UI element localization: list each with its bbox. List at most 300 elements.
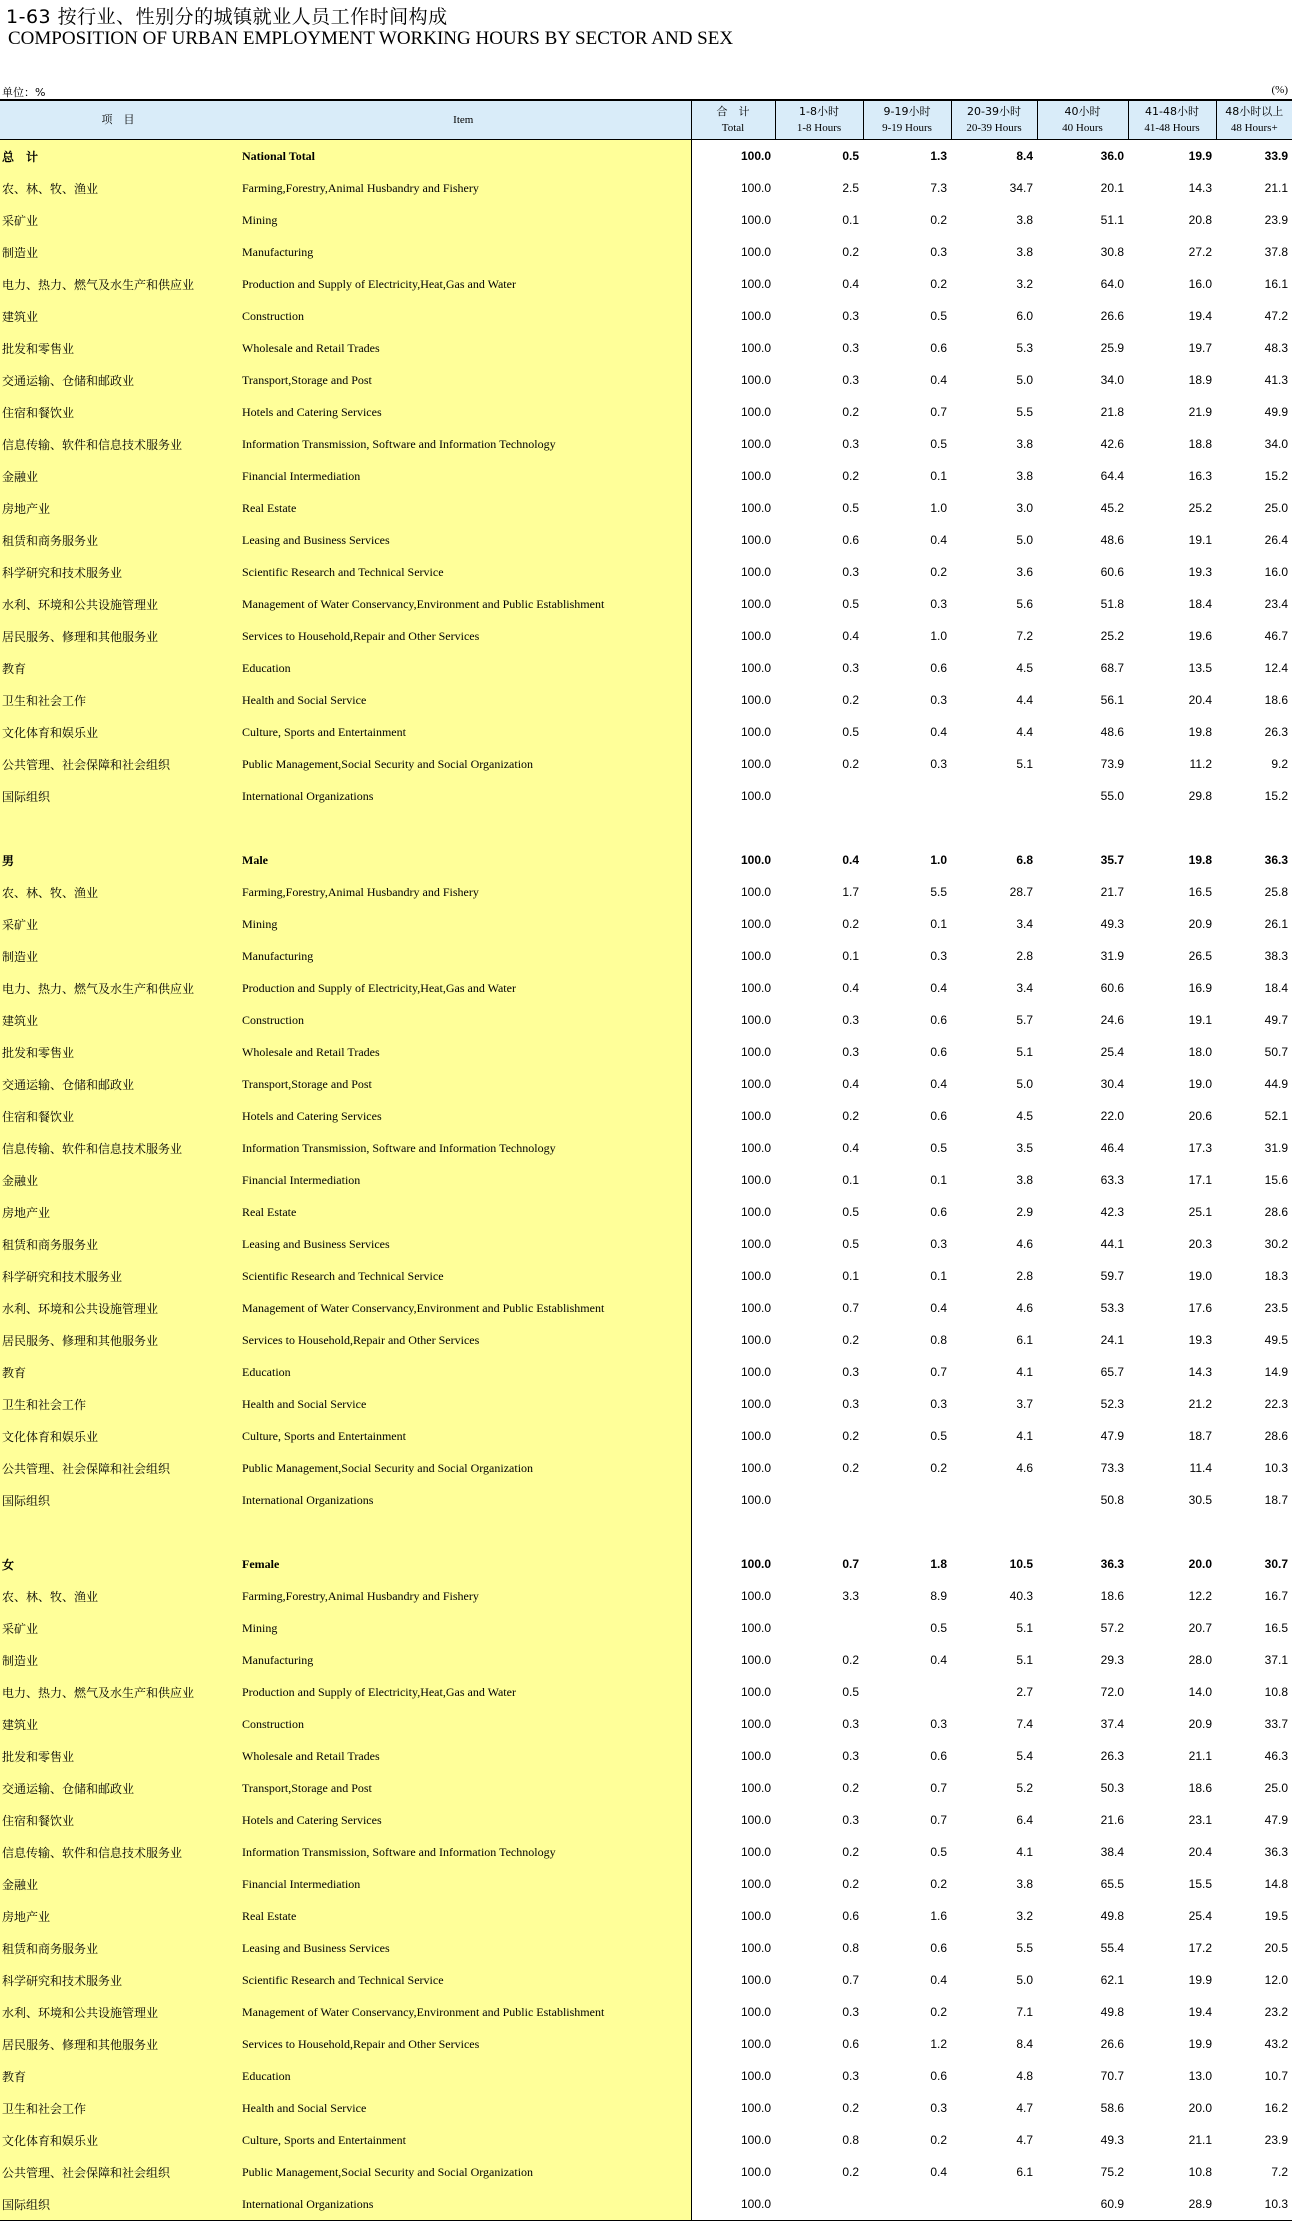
table-row [0, 1484, 1292, 1516]
header-20-39-hours: 20-39小时 20-39 Hours [951, 100, 1037, 140]
table-row [0, 1324, 1292, 1356]
cell-1-8-hours: 0.2 [842, 1461, 859, 1475]
cell-9-19-hours: 0.4 [930, 1301, 947, 1315]
table-row [0, 1900, 1292, 1932]
cell-20-39-hours: 7.2 [1016, 629, 1033, 643]
cell-9-19-hours: 0.1 [930, 1269, 947, 1283]
row-label-cn: 卫生和社会工作 [0, 1388, 236, 1420]
row-label-en: Education [236, 2060, 691, 2092]
cell-total: 100.0 [691, 2188, 775, 2221]
row-label-cn: 电力、热力、燃气及水生产和供应业 [0, 268, 236, 300]
cell-20-39-hours: 2.8 [1016, 1269, 1033, 1283]
row-label-en: Education [236, 652, 691, 684]
cell-total: 100.0 [740, 501, 771, 515]
row-label-en: Management of Water Conservancy,Environment and Public Establishment [236, 1996, 691, 2028]
cell-total: 100.0 [740, 1557, 771, 1571]
cell-9-19-hours: 0.4 [930, 533, 947, 547]
cell-total: 100.0 [740, 1333, 771, 1347]
cell-48-plus-hours: 10.8 [1264, 1685, 1288, 1699]
cell-41-48-hours: 13.5 [1188, 661, 1212, 675]
cell-48-plus-hours: 50.7 [1264, 1045, 1288, 1059]
cell-40-hours: 51.1 [1100, 213, 1124, 227]
row-label-en: International Organizations [236, 1484, 691, 1516]
cell-9-19-hours: 0.3 [930, 2101, 947, 2115]
cell-total: 100.0 [740, 693, 771, 707]
cell-48-plus-hours: 36.3 [1264, 853, 1288, 867]
table-row [0, 652, 1292, 684]
cell-40-hours: 65.7 [1100, 1365, 1124, 1379]
cell-9-19-hours: 0.4 [930, 725, 947, 739]
cell-1-8-hours: 0.2 [842, 405, 859, 419]
table-row [0, 1676, 1292, 1708]
row-label-en: Information Transmission, Software and Information Technology [236, 428, 691, 460]
cell-9-19-hours: 0.6 [930, 2069, 947, 2083]
section-total-row [0, 140, 1292, 173]
cell-41-48-hours: 20.0 [1188, 2101, 1212, 2115]
header-40-hours: 40小时 40 Hours [1037, 100, 1128, 140]
cell-48-plus-hours: 16.1 [1264, 277, 1288, 291]
page-title-english: COMPOSITION OF URBAN EMPLOYMENT WORKING HOURS BY SECTOR AND SEX [8, 28, 734, 49]
cell-total: 100.0 [740, 341, 771, 355]
table-row [0, 684, 1292, 716]
cell-9-19-hours: 0.2 [930, 565, 947, 579]
table-row [0, 1100, 1292, 1132]
cell-40-hours: 47.9 [1100, 1429, 1124, 1443]
table-row [0, 1420, 1292, 1452]
header-total: 合 计 Total [691, 100, 775, 140]
row-label-cn: 采矿业 [0, 908, 236, 940]
spacer-cell [951, 1516, 1037, 1548]
cell-9-19-hours: 8.9 [930, 1589, 947, 1603]
cell-total: 100.0 [740, 2037, 771, 2051]
cell-48-plus-hours: 38.3 [1264, 949, 1288, 963]
cell-1-8-hours: 0.5 [842, 501, 859, 515]
row-label-cn: 文化体育和娱乐业 [0, 716, 236, 748]
cell-41-48-hours: 19.9 [1188, 2037, 1212, 2051]
cell-1-8-hours: 0.6 [842, 1909, 859, 1923]
cell-41-48-hours: 19.1 [1188, 1013, 1212, 1027]
cell-40-hours: 53.3 [1100, 1301, 1124, 1315]
spacer-cell [863, 1516, 951, 1548]
cell-1-8-hours: 1.7 [842, 885, 859, 899]
row-label-en: Financial Intermediation [236, 1164, 691, 1196]
cell-40-hours: 70.7 [1100, 2069, 1124, 2083]
table-row [0, 172, 1292, 204]
cell-9-19-hours: 0.2 [930, 2005, 947, 2019]
table-row [0, 332, 1292, 364]
row-label-cn: 国际组织 [0, 2188, 236, 2221]
row-label-en: Services to Household,Repair and Other Services [236, 1324, 691, 1356]
cell-1-8-hours: 0.1 [842, 1269, 859, 1283]
cell-48-plus-hours: 12.4 [1264, 661, 1288, 675]
unit-label-percent: (%) [1271, 84, 1288, 96]
table-row [0, 1068, 1292, 1100]
cell-41-48-hours: 20.9 [1188, 917, 1212, 931]
row-label-en: Public Management,Social Security and Social Organization [236, 1452, 691, 1484]
row-label-cn: 制造业 [0, 236, 236, 268]
cell-20-39-hours: 5.2 [1016, 1781, 1033, 1795]
table-row [0, 364, 1292, 396]
cell-total: 100.0 [740, 1589, 771, 1603]
row-label-en: International Organizations [236, 780, 691, 812]
cell-40-hours: 62.1 [1100, 1973, 1124, 1987]
cell-9-19-hours: 1.6 [930, 1909, 947, 1923]
cell-20-39-hours: 4.6 [1016, 1301, 1033, 1315]
cell-total: 100.0 [740, 1173, 771, 1187]
row-label-cn: 水利、环境和公共设施管理业 [0, 1292, 236, 1324]
cell-9-19-hours: 0.4 [930, 1973, 947, 1987]
cell-41-48-hours: 21.2 [1188, 1397, 1212, 1411]
cell-40-hours: 30.8 [1100, 245, 1124, 259]
cell-20-39-hours: 4.8 [1016, 2069, 1033, 2083]
cell-1-8-hours: 0.3 [842, 373, 859, 387]
cell-41-48-hours: 19.1 [1188, 533, 1212, 547]
cell-40-hours: 21.8 [1100, 405, 1124, 419]
row-label-cn: 住宿和餐饮业 [0, 396, 236, 428]
cell-9-19-hours: 0.4 [930, 373, 947, 387]
row-label-en: National Total [236, 140, 691, 173]
row-label-cn: 交通运输、仓储和邮政业 [0, 1068, 236, 1100]
cell-9-19-hours: 0.4 [930, 2165, 947, 2179]
cell-1-8-hours: 0.3 [842, 1813, 859, 1827]
cell-9-19-hours: 0.3 [930, 693, 947, 707]
cell-20-39-hours: 3.2 [1016, 277, 1033, 291]
cell-41-48-hours: 26.5 [1188, 949, 1212, 963]
cell-20-39-hours: 3.7 [1016, 1397, 1033, 1411]
table-row [0, 876, 1292, 908]
cell-20-39-hours: 7.4 [1016, 1717, 1033, 1731]
row-label-en: Culture, Sports and Entertainment [236, 2124, 691, 2156]
cell-41-48-hours: 19.9 [1188, 149, 1212, 163]
cell-1-8-hours: 0.5 [842, 149, 859, 163]
row-label-en: Management of Water Conservancy,Environment and Public Establishment [236, 588, 691, 620]
row-label-cn: 批发和零售业 [0, 332, 236, 364]
cell-20-39-hours: 5.6 [1016, 597, 1033, 611]
row-label-cn: 制造业 [0, 1644, 236, 1676]
row-label-cn: 卫生和社会工作 [0, 2092, 236, 2124]
row-label-cn: 住宿和餐饮业 [0, 1100, 236, 1132]
cell-20-39-hours: 5.0 [1016, 373, 1033, 387]
cell-40-hours: 56.1 [1100, 693, 1124, 707]
cell-48-plus-hours: 47.2 [1264, 309, 1288, 323]
cell-40-hours: 21.6 [1100, 1813, 1124, 1827]
cell-total: 100.0 [740, 2101, 771, 2115]
table-row [0, 1036, 1292, 1068]
cell-20-39-hours: 10.5 [1009, 1557, 1033, 1571]
table-row [0, 1644, 1292, 1676]
row-label-en: Public Management,Social Security and Social Organization [236, 2156, 691, 2188]
table-row [0, 748, 1292, 780]
cell-48-plus-hours: 46.3 [1264, 1749, 1288, 1763]
row-label-en: Female [236, 1548, 691, 1580]
cell-total: 100.0 [740, 1973, 771, 1987]
cell-1-8-hours: 0.2 [842, 1781, 859, 1795]
spacer-cell [691, 1516, 775, 1548]
cell-41-48-hours: 17.3 [1188, 1141, 1212, 1155]
table-row [0, 1260, 1292, 1292]
cell-9-19-hours: 0.5 [930, 1621, 947, 1635]
cell-total: 100.0 [740, 885, 771, 899]
cell-total: 100.0 [740, 917, 771, 931]
row-label-cn: 教育 [0, 652, 236, 684]
row-label-cn: 女 [0, 1548, 236, 1580]
cell-41-48-hours: 16.5 [1188, 885, 1212, 899]
cell-1-8-hours: 0.1 [842, 949, 859, 963]
cell-48-plus-hours: 34.0 [1264, 437, 1288, 451]
cell-40-hours: 50.8 [1100, 1493, 1124, 1507]
cell-41-48-hours: 20.4 [1188, 693, 1212, 707]
row-label-cn: 国际组织 [0, 780, 236, 812]
row-label-en: Manufacturing [236, 236, 691, 268]
cell-40-hours: 21.7 [1100, 885, 1124, 899]
table-row [0, 908, 1292, 940]
cell-20-39-hours: 3.8 [1016, 1877, 1033, 1891]
cell-9-19-hours: 0.3 [930, 949, 947, 963]
cell-41-48-hours: 21.1 [1188, 2133, 1212, 2147]
cell-41-48-hours: 20.7 [1188, 1621, 1212, 1635]
cell-total: 100.0 [740, 1237, 771, 1251]
cell-48-plus-hours: 23.9 [1264, 213, 1288, 227]
cell-48-plus-hours: 18.6 [1264, 693, 1288, 707]
cell-9-19-hours: 0.4 [930, 981, 947, 995]
cell-48-plus-hours: 37.8 [1264, 245, 1288, 259]
cell-1-8-hours: 0.7 [842, 1301, 859, 1315]
cell-41-48-hours: 19.6 [1188, 629, 1212, 643]
cell-41-48-hours: 21.1 [1188, 1749, 1212, 1763]
cell-41-48-hours: 17.6 [1188, 1301, 1212, 1315]
cell-48-plus-hours: 25.0 [1264, 1781, 1288, 1795]
spacer-cell [1037, 1516, 1128, 1548]
cell-20-39-hours: 3.4 [1016, 981, 1033, 995]
cell-20-39-hours: 7.1 [1016, 2005, 1033, 2019]
cell-total: 100.0 [740, 981, 771, 995]
cell-total: 100.0 [740, 1845, 771, 1859]
cell-40-hours: 42.3 [1100, 1205, 1124, 1219]
cell-total: 100.0 [740, 373, 771, 387]
cell-20-39-hours: 5.1 [1016, 1045, 1033, 1059]
cell-20-39-hours: 5.1 [1016, 1621, 1033, 1635]
cell-9-19-hours: 0.1 [930, 469, 947, 483]
row-label-en: Construction [236, 1708, 691, 1740]
table-row [0, 396, 1292, 428]
row-label-en: Real Estate [236, 1196, 691, 1228]
cell-40-hours: 75.2 [1100, 2165, 1124, 2179]
cell-total: 100.0 [740, 245, 771, 259]
cell-total: 100.0 [740, 789, 771, 803]
cell-40-hours: 57.2 [1100, 1621, 1124, 1635]
cell-9-19-hours: 0.6 [930, 1749, 947, 1763]
cell-1-8-hours: 0.4 [842, 1141, 859, 1155]
cell-20-39-hours: 5.1 [1016, 1653, 1033, 1667]
row-label-en: Wholesale and Retail Trades [236, 1036, 691, 1068]
cell-20-39-hours: 3.8 [1016, 245, 1033, 259]
row-label-cn: 教育 [0, 1356, 236, 1388]
table-row [0, 940, 1292, 972]
row-label-cn: 水利、环境和公共设施管理业 [0, 1996, 236, 2028]
cell-1-8-hours: 0.4 [842, 629, 859, 643]
spacer-cell [775, 1516, 863, 1548]
section-spacer [0, 1516, 1292, 1548]
cell-1-8-hours: 0.5 [842, 1205, 859, 1219]
cell-9-19-hours [863, 1484, 951, 1516]
cell-1-8-hours: 0.2 [842, 1109, 859, 1123]
cell-1-8-hours [775, 2188, 863, 2221]
row-label-cn: 房地产业 [0, 1196, 236, 1228]
cell-total: 100.0 [740, 1813, 771, 1827]
row-label-cn: 金融业 [0, 1164, 236, 1196]
cell-41-48-hours: 28.9 [1128, 2188, 1216, 2221]
row-label-en: Hotels and Catering Services [236, 1100, 691, 1132]
table-row [0, 1196, 1292, 1228]
row-label-cn: 农、林、牧、渔业 [0, 172, 236, 204]
row-label-cn: 信息传输、软件和信息技术服务业 [0, 428, 236, 460]
cell-41-48-hours: 17.2 [1188, 1941, 1212, 1955]
cell-20-39-hours: 3.8 [1016, 437, 1033, 451]
table-row [0, 716, 1292, 748]
spacer-cell [863, 812, 951, 844]
cell-9-19-hours: 0.7 [930, 1781, 947, 1795]
row-label-en: Farming,Forestry,Animal Husbandry and Fishery [236, 172, 691, 204]
cell-41-48-hours: 23.1 [1188, 1813, 1212, 1827]
row-label-cn: 批发和零售业 [0, 1740, 236, 1772]
cell-total: 100.0 [740, 1781, 771, 1795]
cell-40-hours: 68.7 [1100, 661, 1124, 675]
table-row [0, 1804, 1292, 1836]
row-label-cn: 租赁和商务服务业 [0, 1932, 236, 1964]
cell-41-48-hours: 16.0 [1188, 277, 1212, 291]
cell-total: 100.0 [740, 1077, 771, 1091]
cell-20-39-hours: 3.0 [1016, 501, 1033, 515]
cell-41-48-hours: 30.5 [1188, 1493, 1212, 1507]
cell-48-plus-hours: 49.7 [1264, 1013, 1288, 1027]
cell-48-plus-hours: 9.2 [1271, 757, 1288, 771]
row-label-en: Construction [236, 300, 691, 332]
cell-48-plus-hours: 18.3 [1264, 1269, 1288, 1283]
cell-1-8-hours: 0.2 [842, 469, 859, 483]
cell-9-19-hours: 0.4 [930, 1077, 947, 1091]
cell-20-39-hours: 4.5 [1016, 661, 1033, 675]
cell-1-8-hours: 0.3 [842, 437, 859, 451]
cell-9-19-hours: 0.6 [930, 1013, 947, 1027]
cell-9-19-hours: 0.8 [930, 1333, 947, 1347]
cell-total: 100.0 [740, 853, 771, 867]
table-row [0, 556, 1292, 588]
cell-9-19-hours: 0.1 [930, 1173, 947, 1187]
cell-total: 100.0 [740, 949, 771, 963]
table-row [0, 1932, 1292, 1964]
cell-total: 100.0 [740, 437, 771, 451]
cell-total: 100.0 [740, 1301, 771, 1315]
cell-total: 100.0 [740, 1877, 771, 1891]
cell-40-hours: 49.8 [1100, 1909, 1124, 1923]
cell-9-19-hours: 0.2 [930, 1461, 947, 1475]
table-row [0, 1132, 1292, 1164]
row-label-cn: 男 [0, 844, 236, 876]
cell-40-hours: 31.9 [1100, 949, 1124, 963]
row-label-en: Male [236, 844, 691, 876]
cell-total: 100.0 [740, 2005, 771, 2019]
cell-20-39-hours: 3.8 [1016, 213, 1033, 227]
row-label-cn: 居民服务、修理和其他服务业 [0, 1324, 236, 1356]
cell-20-39-hours: 3.5 [1016, 1141, 1033, 1155]
section-total-row [0, 844, 1292, 876]
cell-41-48-hours: 27.2 [1188, 245, 1212, 259]
cell-1-8-hours: 0.3 [842, 341, 859, 355]
cell-9-19-hours: 0.3 [930, 245, 947, 259]
cell-40-hours: 26.6 [1100, 2037, 1124, 2051]
cell-40-hours: 51.8 [1100, 597, 1124, 611]
cell-total: 100.0 [740, 1909, 771, 1923]
cell-20-39-hours: 2.7 [1016, 1685, 1033, 1699]
cell-total: 100.0 [740, 757, 771, 771]
row-label-cn: 建筑业 [0, 1004, 236, 1036]
cell-1-8-hours: 0.2 [842, 1877, 859, 1891]
cell-9-19-hours: 1.0 [930, 853, 947, 867]
header-41-48-hours: 41-48小时 41-48 Hours [1128, 100, 1216, 140]
row-label-en: Production and Supply of Electricity,Heat,Gas and Water [236, 972, 691, 1004]
cell-9-19-hours: 0.2 [930, 277, 947, 291]
cell-9-19-hours: 0.5 [930, 1141, 947, 1155]
cell-1-8-hours: 0.7 [842, 1973, 859, 1987]
spacer-cell [236, 1516, 691, 1548]
header-item-en: Item [236, 100, 691, 140]
spacer-cell [1128, 812, 1216, 844]
row-label-en: Transport,Storage and Post [236, 1772, 691, 1804]
cell-48-plus-hours: 33.7 [1264, 1717, 1288, 1731]
cell-48-plus-hours: 18.7 [1264, 1493, 1288, 1507]
cell-20-39-hours: 28.7 [1009, 885, 1033, 899]
cell-41-48-hours: 21.9 [1188, 405, 1212, 419]
cell-48-plus-hours: 15.2 [1264, 469, 1288, 483]
cell-20-39-hours: 3.2 [1016, 1909, 1033, 1923]
table-row [0, 428, 1292, 460]
row-label-cn: 租赁和商务服务业 [0, 1228, 236, 1260]
cell-40-hours: 36.0 [1100, 149, 1124, 163]
table-row [0, 1356, 1292, 1388]
row-label-cn: 建筑业 [0, 1708, 236, 1740]
cell-48-plus-hours: 16.0 [1264, 565, 1288, 579]
cell-9-19-hours: 0.6 [930, 1109, 947, 1123]
cell-1-8-hours: 0.8 [842, 1941, 859, 1955]
cell-41-48-hours: 11.2 [1189, 757, 1212, 771]
cell-1-8-hours: 0.2 [842, 245, 859, 259]
row-label-en: Wholesale and Retail Trades [236, 1740, 691, 1772]
cell-1-8-hours: 0.6 [842, 533, 859, 547]
spacer-cell [775, 812, 863, 844]
row-label-en: Scientific Research and Technical Service [236, 1260, 691, 1292]
cell-20-39-hours: 5.3 [1016, 341, 1033, 355]
table-row [0, 1836, 1292, 1868]
row-label-en: Leasing and Business Services [236, 1932, 691, 1964]
cell-total: 100.0 [740, 661, 771, 675]
cell-total: 100.0 [740, 1461, 771, 1475]
cell-40-hours: 60.6 [1100, 565, 1124, 579]
cell-20-39-hours: 5.0 [1016, 1973, 1033, 1987]
cell-40-hours: 37.4 [1100, 1717, 1124, 1731]
spacer-cell [1216, 812, 1292, 844]
row-label-en: Real Estate [236, 1900, 691, 1932]
cell-48-plus-hours: 20.5 [1264, 1941, 1288, 1955]
cell-1-8-hours: 2.5 [842, 181, 859, 195]
spacer-cell [236, 812, 691, 844]
cell-1-8-hours: 0.4 [842, 853, 859, 867]
table-row [0, 204, 1292, 236]
row-label-cn: 金融业 [0, 1868, 236, 1900]
cell-9-19-hours: 0.6 [930, 1205, 947, 1219]
row-label-en: Information Transmission, Software and Information Technology [236, 1132, 691, 1164]
cell-20-39-hours: 5.7 [1016, 1013, 1033, 1027]
cell-48-plus-hours: 22.3 [1264, 1397, 1288, 1411]
